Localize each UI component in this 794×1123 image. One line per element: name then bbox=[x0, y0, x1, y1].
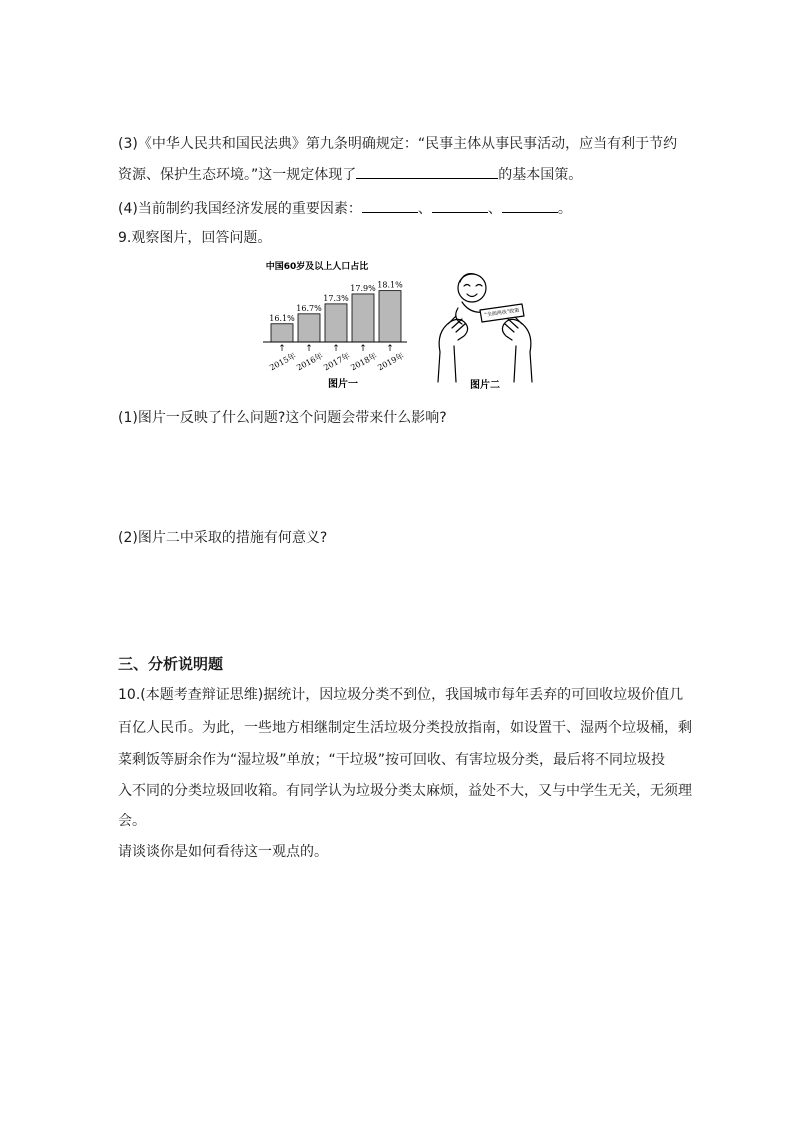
q8-part3-text-b: 的基本国策。 bbox=[498, 167, 583, 183]
population-aging-bar-chart bbox=[255, 256, 415, 392]
bar-value-label: 17.9% bbox=[350, 283, 376, 293]
section-3-title: 三、分析说明题 bbox=[118, 655, 224, 673]
bar-value-label: 18.1% bbox=[377, 280, 403, 290]
category-label: 2018年 bbox=[349, 351, 379, 373]
q10-line3: 菜剩饭等厨余作为“湿垃圾”单放；“干垃圾”按可回收、有害垃圾分类，最后将不同垃圾投 bbox=[118, 752, 666, 768]
up-arrow-icon: ↑ bbox=[359, 344, 367, 354]
banner-label: “全面两孩”政策 bbox=[484, 307, 520, 319]
q9-sub1: (1)图片一反映了什么问题?这个问题会带来什么影响? bbox=[118, 410, 447, 426]
figure-2-caption: 图片二 bbox=[470, 380, 500, 391]
q10-prompt: 请谈谈你是如何看待这一观点的。 bbox=[118, 844, 328, 860]
period: 。 bbox=[557, 201, 572, 217]
q10-line2: 百亿人民币。为此，一些地方相继制定生活垃圾分类投放指南，如设置干、湿两个垃圾桶，剩 bbox=[118, 720, 692, 736]
up-arrow-icon: ↑ bbox=[278, 344, 286, 354]
two-child-policy-cartoon bbox=[430, 266, 540, 392]
q10-line1: 10.(本题考查辩证思维)据统计，因垃圾分类不到位，我国城市每年丢弃的可回收垃圾价值几 bbox=[118, 687, 684, 703]
separator: 、 bbox=[417, 201, 432, 217]
answer-blank-factor-3[interactable] bbox=[502, 198, 558, 213]
q8-part4-text: (4)当前制约我国经济发展的重要因素： bbox=[118, 201, 362, 217]
bars-layer bbox=[268, 281, 406, 373]
q8-part3-line2 bbox=[118, 164, 582, 185]
q9-stem: 9.观察图片，回答问题。 bbox=[118, 230, 272, 246]
q8-part4 bbox=[118, 198, 572, 219]
bar-2019年 bbox=[379, 291, 401, 342]
category-label: 2015年 bbox=[268, 351, 298, 373]
q9-sub2: (2)图片二中采取的措施有何意义? bbox=[118, 530, 328, 546]
q10-line4: 入不同的分类垃圾回收箱。有同学认为垃圾分类太麻烦，益处不大，又与中学生无关，无须理 bbox=[118, 783, 692, 799]
bar-2016年 bbox=[298, 314, 320, 342]
q8-part3-line1: (3)《中华人民共和国民法典》第九条明确规定：“民事主体从事民事活动，应当有利于节约 bbox=[118, 136, 678, 152]
right-hand-icon bbox=[502, 319, 530, 352]
answer-blank-factor-2[interactable] bbox=[432, 198, 488, 213]
q8-part3-text-a: 资源、保护生态环境。”这一规定体现了 bbox=[118, 167, 357, 183]
answer-blank-policy[interactable] bbox=[356, 164, 498, 179]
separator: 、 bbox=[487, 201, 502, 217]
bar-2017年 bbox=[325, 304, 347, 342]
bar-value-label: 17.3% bbox=[323, 293, 349, 303]
up-arrow-icon: ↑ bbox=[305, 344, 313, 354]
bar-value-label: 16.1% bbox=[269, 313, 295, 323]
category-label: 2016年 bbox=[295, 351, 325, 373]
bar-2015年 bbox=[271, 324, 293, 342]
answer-blank-factor-1[interactable] bbox=[362, 198, 418, 213]
figure-1-caption: 图片一 bbox=[328, 379, 358, 390]
left-hand-icon bbox=[439, 319, 467, 352]
chart-title: 中国60岁及以上人口占比 bbox=[265, 262, 369, 272]
up-arrow-icon: ↑ bbox=[332, 344, 340, 354]
q10-line5: 会。 bbox=[118, 813, 146, 829]
category-label: 2019年 bbox=[376, 351, 406, 373]
category-label: 2017年 bbox=[322, 351, 352, 373]
bar-2018年 bbox=[352, 294, 374, 342]
up-arrow-icon: ↑ bbox=[386, 344, 394, 354]
bar-value-label: 16.7% bbox=[296, 303, 322, 313]
